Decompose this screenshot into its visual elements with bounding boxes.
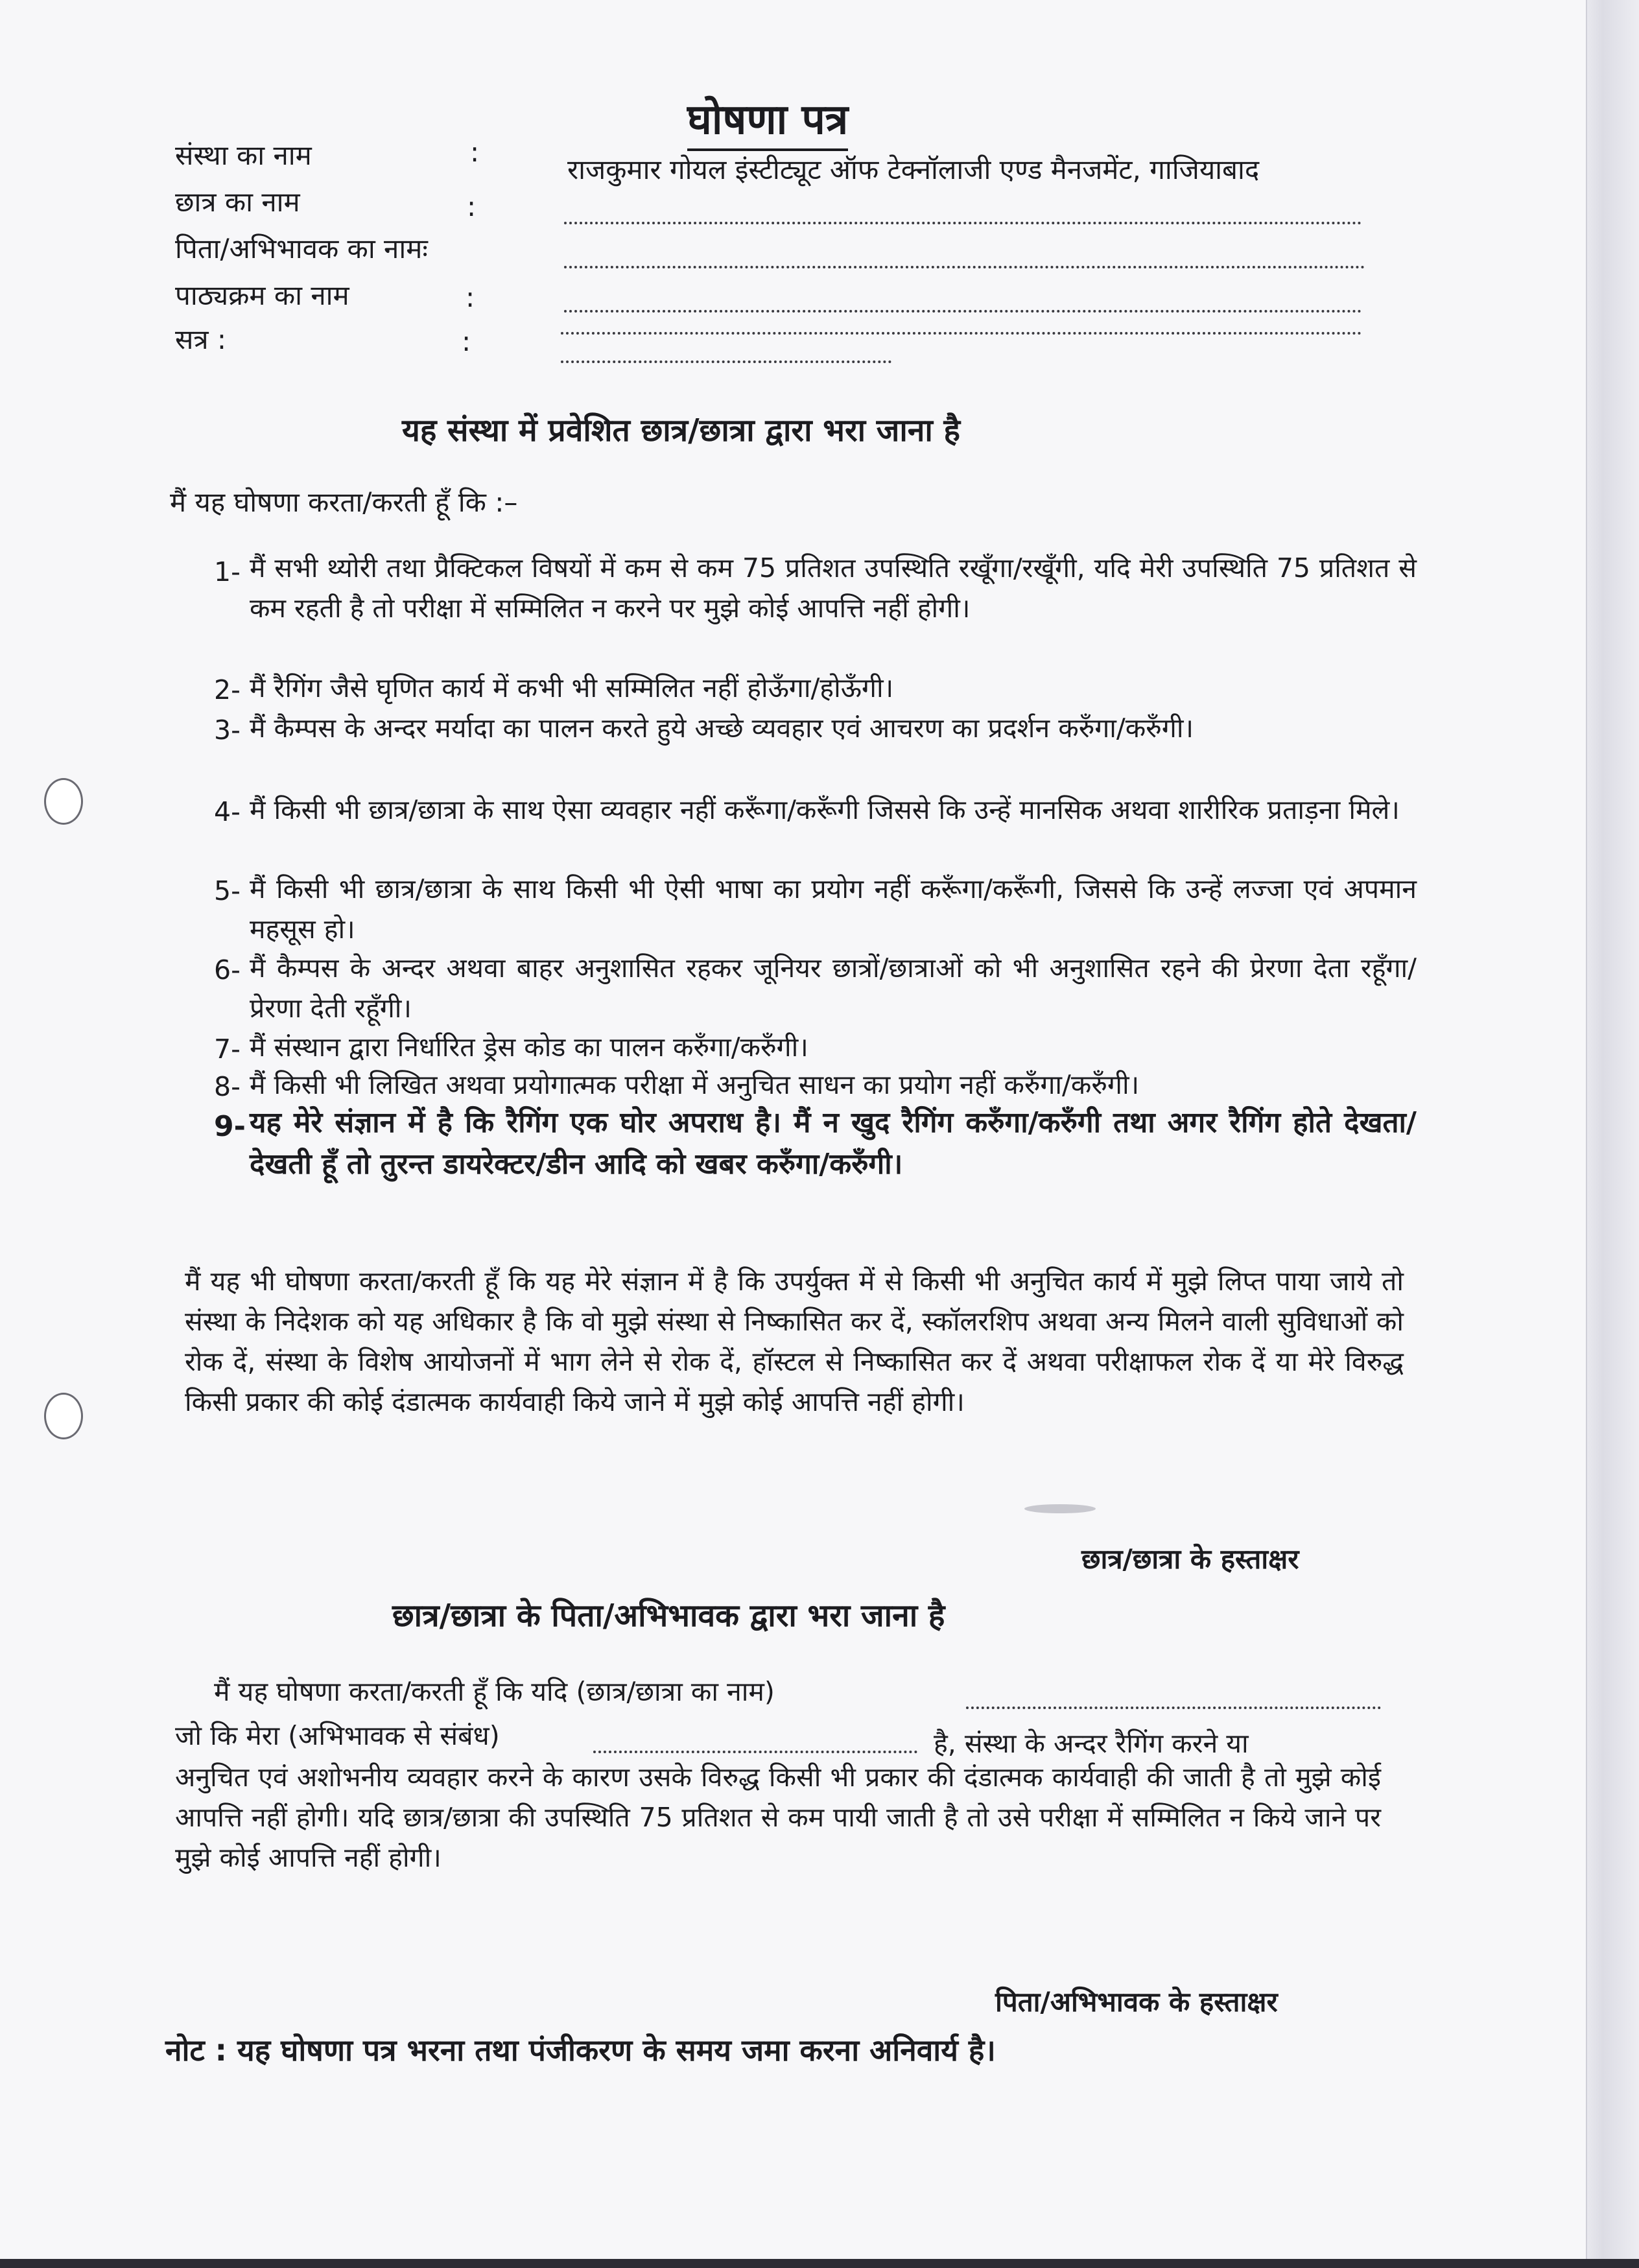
colon: : (470, 136, 480, 168)
item-number: 9- (214, 1110, 246, 1143)
session-field[interactable] (561, 360, 891, 363)
declaration-item-bold: यह मेरे संज्ञान में है कि रैगिंग एक घोर अपराध है। मैं न खुद रैगिंग करुँगा/करुँगी तथा अगर रैगिंग होते देखता/देखती हूँ तो तुरन्त डायरेक्टर/डीन आदि को खबर करुँगा/करुँगी। (250, 1106, 1417, 1181)
student-name-label: छात्र का नाम (175, 186, 300, 218)
colon: : (466, 281, 475, 313)
course-field[interactable] (564, 310, 1362, 313)
declaration-intro: मैं यह घोषणा करता/करती हूँ कि :– (170, 486, 518, 518)
parent-declaration-line1: मैं यह घोषणा करता/करती हूँ कि यदि (छात्र/छात्रा का नाम) (214, 1676, 775, 1707)
declaration-item: मैं किसी भी छात्र/छात्रा के साथ किसी भी ऐसी भाषा का प्रयोग नहीं करूँगा/करूँगी, जिससे कि उन्हें लज्जा एवं अपमान महसूस हो। (250, 873, 1417, 945)
relation-field[interactable] (593, 1751, 917, 1753)
ink-smudge (1024, 1504, 1096, 1513)
section1-heading: यह संस्था में प्रवेशित छात्र/छात्रा द्वारा भरा जाना है (402, 412, 961, 449)
item-number: 5- (214, 875, 241, 906)
note: नोट : यह घोषणा पत्र भरना तथा पंजीकरण के समय जमा करना अनिवार्य है। (165, 2033, 996, 2068)
item-number: 1- (214, 556, 241, 587)
declaration-item: मैं रैगिंग जैसे घृणित कार्य में कभी भी सम्मिलित नहीं होऊँगा/होऊँगी। (250, 672, 894, 703)
student-name-row (175, 183, 477, 222)
session-underline (561, 332, 1362, 335)
declaration-item: मैं सभी थ्योरी तथा प्रैक्टिकल विषयों में कम से कम 75 प्रतिशत उपस्थिति रखूँगा/रखूँगी, यदि मेरी उपस्थिति 75 प्रतिशत से कम रहती है तो परीक्षा में सम्मिलित न करने पर मुझे कोई आपत्ति नहीं होगी। (250, 552, 1417, 624)
colon: : (467, 191, 477, 222)
scan-bottom-border (0, 2259, 1639, 2268)
parent-name-field[interactable] (564, 266, 1365, 268)
page-edge-shadow (1586, 0, 1639, 2268)
item-number: 6- (214, 954, 241, 986)
document-title: घोषणा पत्र (687, 89, 848, 151)
declaration-item: मैं कैम्पस के अन्दर मर्यादा का पालन करते हुये अच्छे व्यवहार एवं आचरण का प्रदर्शन करुँगा/करुँगी। (250, 713, 1194, 744)
declaration-item: मैं किसी भी लिखित अथवा प्रयोगात्मक परीक्षा में अनुचित साधन का प्रयोग नहीं करुँगा/करुँगी। (250, 1069, 1140, 1100)
institute-row (175, 136, 480, 173)
student-signature-label: छात्र/छात्रा के हस्ताक्षर (1081, 1543, 1299, 1575)
punch-hole (44, 778, 83, 825)
parent-declaration-line2-end: है, संस्था के अन्दर रैगिंग करने या (934, 1728, 1249, 1759)
item-number: 2- (214, 674, 241, 705)
declaration-item: मैं किसी भी छात्र/छात्रा के साथ ऐसा व्यवहार नहीं करूँगा/करूँगी जिससे कि उन्हें मानसिक अथवा शारीरिक प्रताड़ना मिले। (250, 794, 1400, 825)
student-name-field[interactable] (564, 222, 1362, 224)
parent-declaration-rest: अनुचित एवं अशोभनीय व्यवहार करने के कारण उसके विरुद्ध किसी भी प्रकार की दंडात्मक कार्यवाही की जाती है तो मुझे कोई आपत्ति नहीं होगी। यदि छात्र/छात्रा की उपस्थिति 75 प्रतिशत से कम पायी जाती है तो उसे परीक्षा में सम्मिलित न किये जाने पर मुझे कोई आपत्ति नहीं होगी। (175, 1762, 1381, 1873)
item-number: 8- (214, 1071, 241, 1102)
section2-heading: छात्र/छात्रा के पिता/अभिभावक द्वारा भरा जाना है (392, 1598, 945, 1634)
parent-name-label: पिता/अभिभावक का नामः (175, 233, 428, 265)
parent-signature-label: पिता/अभिभावक के हस्ताक्षर (995, 1986, 1278, 2018)
declaration-item: मैं कैम्पस के अन्दर अथवा बाहर अनुशासित रहकर जूनियर छात्रों/छात्राओं को भी अनुशासित रहने की प्रेरणा देता रहूँगा/प्रेरणा देती रहूँगी। (250, 952, 1417, 1024)
item-number: 7- (214, 1034, 241, 1065)
course-row (175, 276, 475, 313)
parent-declaration-line2-start: जो कि मेरा (अभिभावक से संबंध) (175, 1720, 500, 1751)
child-name-field[interactable] (966, 1707, 1381, 1709)
declaration-paragraph: मैं यह भी घोषणा करता/करती हूँ कि यह मेरे संज्ञान में है कि उपर्युक्त में से किसी भी अनुचित कार्य में मुझे लिप्त पाया जाये तो संस्था के निदेशक को यह अधिकार है कि वो मुझे संस्था से निष्कासित कर दें, स्कॉलरशिप अथवा अन्य मिलने वाली सुविधाओं को रोक दें, संस्था के विशेष आयोजनों में भाग लेने से रोक दें, हॉस्टल से निष्कासित कर दें अथवा परीक्षाफल रोक दें या मेरे विरुद्ध किसी प्रकार की कोई दंडात्मक कार्यवाही किये जाने में मुझे कोई आपत्ति नहीं होगी। (185, 1266, 1404, 1417)
session-label: सत्र : (175, 324, 227, 355)
item-number: 3- (214, 715, 241, 746)
item-number: 4- (214, 796, 241, 827)
punch-hole (44, 1393, 83, 1439)
session-row (175, 320, 471, 357)
institute-label: संस्था का नाम (175, 139, 312, 171)
declaration-item: मैं संस्थान द्वारा निर्धारित ड्रेस कोड का पालन करुँगा/करुँगी। (250, 1032, 808, 1063)
course-label: पाठ्यक्रम का नाम (175, 279, 349, 311)
parent-name-row (175, 230, 460, 266)
institute-value: राजकुमार गोयल इंस्टीट्यूट ऑफ टेक्नॉलाजी एण्ड मैनजमेंट, गाजियाबाद (567, 154, 1260, 185)
colon: : (462, 325, 471, 357)
